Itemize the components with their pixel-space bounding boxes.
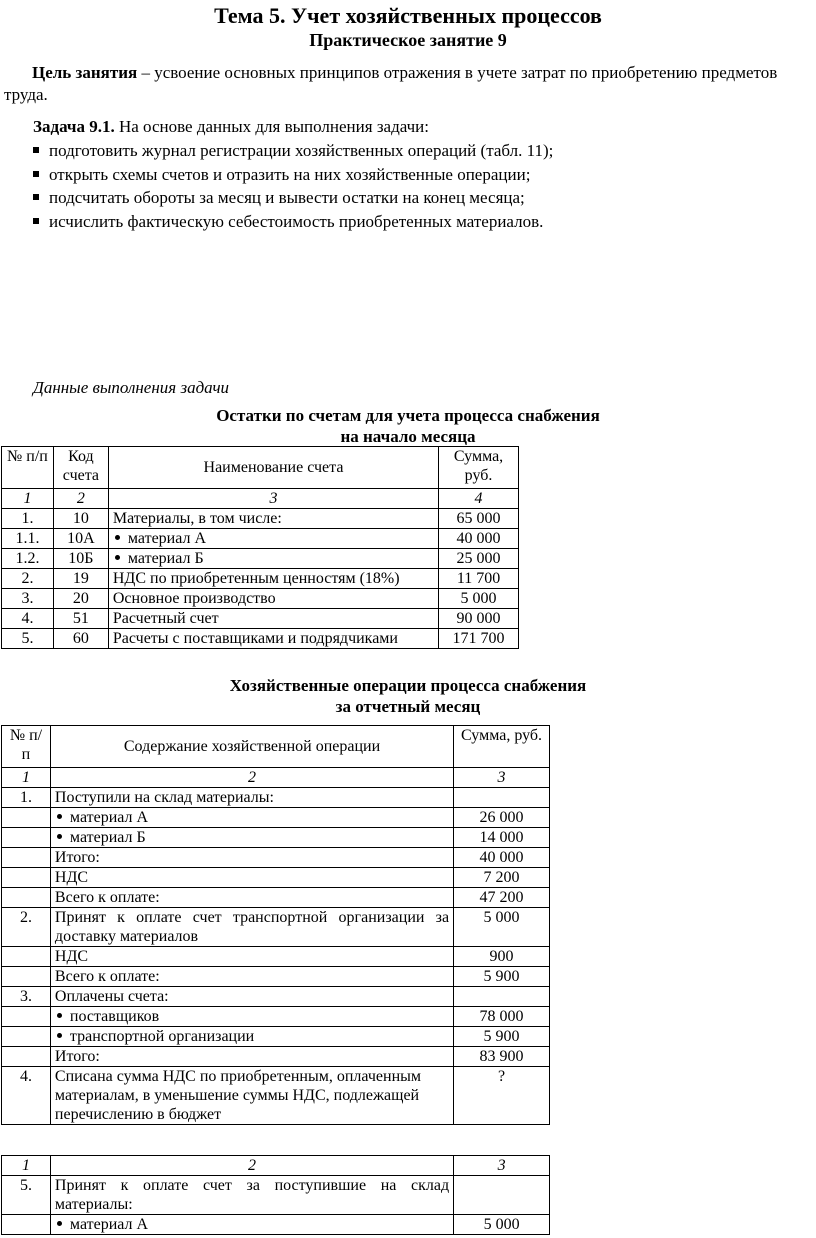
table-row bbox=[2, 589, 519, 609]
row-text: Итого: bbox=[50, 848, 453, 868]
row-sum: 65 000 bbox=[439, 509, 519, 529]
goal-label: Цель занятия bbox=[32, 63, 138, 82]
row-text-cell bbox=[50, 1215, 453, 1235]
goal-paragraph bbox=[4, 62, 804, 106]
table-row bbox=[2, 609, 519, 629]
row-text: транспортной организации bbox=[69, 1028, 255, 1045]
row-sum: 78 000 bbox=[454, 1007, 550, 1027]
bullet-dot-icon bbox=[57, 1033, 62, 1038]
row-name: материал А bbox=[127, 530, 207, 547]
table-row bbox=[2, 828, 550, 848]
row-sum: 5 900 bbox=[454, 1027, 550, 1047]
table-row bbox=[2, 987, 550, 1007]
bullet-dot-icon bbox=[57, 1221, 62, 1226]
row-num: 5. bbox=[2, 629, 54, 649]
index-cell: 1 bbox=[2, 489, 54, 509]
task-item-text: подсчитать обороты за месяц и вывести остатки на конец месяца; bbox=[49, 188, 525, 207]
row-code: 60 bbox=[53, 629, 108, 649]
table-row bbox=[2, 908, 550, 947]
row-num bbox=[2, 1007, 51, 1027]
table1-caption-line1: Остатки по счетам для учета процесса снабжения bbox=[216, 406, 600, 425]
row-sum: 25 000 bbox=[439, 549, 519, 569]
row-sum: 5 000 bbox=[454, 1215, 550, 1235]
row-sum: 11 700 bbox=[439, 569, 519, 589]
header-num: № п/п bbox=[2, 726, 51, 768]
row-code: 20 bbox=[53, 589, 108, 609]
index-cell: 1 bbox=[2, 1156, 51, 1176]
table-row bbox=[2, 1067, 550, 1125]
row-num: 1.2. bbox=[2, 549, 54, 569]
index-cell: 4 bbox=[439, 489, 519, 509]
table-row bbox=[2, 868, 550, 888]
row-text-cell bbox=[50, 808, 453, 828]
operations-table-continued bbox=[1, 1155, 550, 1235]
row-num bbox=[2, 947, 51, 967]
index-cell: 2 bbox=[50, 768, 453, 788]
bullet-dot-icon bbox=[115, 535, 120, 540]
row-text: материал А bbox=[69, 809, 149, 826]
row-sum: 5 000 bbox=[439, 589, 519, 609]
row-num bbox=[2, 1047, 51, 1067]
row-code: 10 bbox=[53, 509, 108, 529]
table-row bbox=[2, 808, 550, 828]
task-list bbox=[33, 139, 553, 233]
square-bullet-icon bbox=[33, 194, 39, 200]
table-row bbox=[2, 947, 550, 967]
row-name: Материалы, в том числе: bbox=[108, 509, 438, 529]
table-row bbox=[2, 888, 550, 908]
index-cell: 2 bbox=[53, 489, 108, 509]
table-row bbox=[2, 629, 519, 649]
row-name: Расчеты с поставщиками и подрядчиками bbox=[108, 629, 438, 649]
bullet-dot-icon bbox=[57, 1013, 62, 1018]
row-num bbox=[2, 1215, 51, 1235]
table-row bbox=[2, 848, 550, 868]
row-text: НДС bbox=[50, 947, 453, 967]
row-num bbox=[2, 868, 51, 888]
row-num: 3. bbox=[2, 589, 54, 609]
data-caption: Данные выполнения задачи bbox=[33, 378, 230, 397]
row-text: Оплачены счета: bbox=[50, 987, 453, 1007]
task-item-text: исчислить фактическую себестоимость приобретенных материалов. bbox=[49, 211, 544, 231]
task-item bbox=[33, 139, 553, 163]
row-text: поставщиков bbox=[69, 1008, 160, 1025]
row-num: 1. bbox=[2, 788, 51, 808]
row-num: 3. bbox=[2, 987, 51, 1007]
goal-text: – усвоение основных принципов отражения в учете затрат по приобретению предметов труда. bbox=[4, 63, 778, 104]
balances-table bbox=[1, 446, 519, 649]
square-bullet-icon bbox=[33, 147, 39, 153]
index-cell: 2 bbox=[50, 1156, 453, 1176]
header-content: Содержание хозяйственной операции bbox=[50, 726, 453, 768]
header-code: Код счета bbox=[53, 447, 108, 489]
row-num: 1. bbox=[2, 509, 54, 529]
table-row bbox=[2, 1027, 550, 1047]
table-index-row bbox=[2, 489, 519, 509]
table-row bbox=[2, 788, 550, 808]
row-sum: 5 000 bbox=[454, 908, 550, 947]
index-cell: 1 bbox=[2, 768, 51, 788]
row-sum bbox=[454, 987, 550, 1007]
row-sum: 5 900 bbox=[454, 967, 550, 987]
index-cell: 3 bbox=[454, 768, 550, 788]
task-heading bbox=[33, 117, 429, 137]
row-text: материал Б bbox=[69, 829, 146, 846]
task-item bbox=[33, 186, 553, 210]
bullet-dot-icon bbox=[57, 834, 62, 839]
row-text-cell bbox=[50, 1027, 453, 1047]
row-text: Принят к оплате счет транспортной организации за доставку материалов bbox=[50, 908, 453, 947]
row-sum: 900 bbox=[454, 947, 550, 967]
row-num: 4. bbox=[2, 1067, 51, 1125]
row-name: НДС по приобретенным ценностям (18%) bbox=[108, 569, 438, 589]
index-cell: 3 bbox=[454, 1156, 550, 1176]
table2-caption-line1: Хозяйственные операции процесса снабжения bbox=[229, 676, 587, 695]
table-row bbox=[2, 549, 519, 569]
row-code: 51 bbox=[53, 609, 108, 629]
row-sum: 40 000 bbox=[439, 529, 519, 549]
row-text: Поступили на склад материалы: bbox=[50, 788, 453, 808]
row-name-cell bbox=[108, 529, 438, 549]
row-name: Основное производство bbox=[108, 589, 438, 609]
row-num bbox=[2, 848, 51, 868]
table-row bbox=[2, 509, 519, 529]
row-text: Итого: bbox=[50, 1047, 453, 1067]
task-item-text: открыть схемы счетов и отразить на них хозяйственные операции; bbox=[49, 164, 531, 184]
row-num bbox=[2, 808, 51, 828]
table-index-row bbox=[2, 768, 550, 788]
header-name: Наименование счета bbox=[108, 447, 438, 489]
square-bullet-icon bbox=[33, 171, 39, 177]
row-text: Принят к оплате счет за поступившие на склад материалы: bbox=[50, 1176, 453, 1215]
table2-caption-line2: за отчетный месяц bbox=[335, 697, 481, 716]
table-header-row bbox=[2, 726, 550, 768]
header-num: № п/п bbox=[2, 447, 54, 489]
row-name: материал Б bbox=[127, 550, 204, 567]
row-num bbox=[2, 1027, 51, 1047]
row-sum: 40 000 bbox=[454, 848, 550, 868]
task-intro: На основе данных для выполнения задачи: bbox=[114, 117, 429, 136]
row-sum: ? bbox=[454, 1067, 550, 1125]
row-sum: 83 900 bbox=[454, 1047, 550, 1067]
row-code: 10А bbox=[53, 529, 108, 549]
row-sum bbox=[454, 1176, 550, 1215]
row-sum: 7 200 bbox=[454, 868, 550, 888]
page-subtitle: Практическое занятие 9 bbox=[309, 30, 507, 50]
operations-table bbox=[1, 725, 550, 1125]
row-num: 5. bbox=[2, 1176, 51, 1215]
row-num bbox=[2, 888, 51, 908]
row-text-cell bbox=[50, 1007, 453, 1027]
task-item bbox=[33, 210, 553, 234]
row-text: материал А bbox=[69, 1216, 149, 1233]
header-sum: Сумма, руб. bbox=[439, 447, 519, 489]
row-text: Всего к оплате: bbox=[50, 967, 453, 987]
table-index-row bbox=[2, 1156, 550, 1176]
table1-caption-line2: на начало месяца bbox=[340, 427, 476, 446]
row-sum: 47 200 bbox=[454, 888, 550, 908]
row-sum: 90 000 bbox=[439, 609, 519, 629]
square-bullet-icon bbox=[33, 218, 39, 224]
row-text: Списана сумма НДС по приобретенным, оплаченным материалам, в уменьшение суммы НДС, подлежащей перечислению в бюджет bbox=[50, 1067, 453, 1125]
row-num: 4. bbox=[2, 609, 54, 629]
row-sum: 14 000 bbox=[454, 828, 550, 848]
index-cell: 3 bbox=[108, 489, 438, 509]
row-sum: 26 000 bbox=[454, 808, 550, 828]
table-row bbox=[2, 967, 550, 987]
row-name: Расчетный счет bbox=[108, 609, 438, 629]
row-text: НДС bbox=[50, 868, 453, 888]
row-num: 2. bbox=[2, 908, 51, 947]
page-title: Тема 5. Учет хозяйственных процессов bbox=[214, 3, 602, 28]
table-row bbox=[2, 529, 519, 549]
row-code: 19 bbox=[53, 569, 108, 589]
table-header-row bbox=[2, 447, 519, 489]
table-row bbox=[2, 1007, 550, 1027]
row-code: 10Б bbox=[53, 549, 108, 569]
row-text: Всего к оплате: bbox=[50, 888, 453, 908]
table-row bbox=[2, 1215, 550, 1235]
task-label: Задача 9.1. bbox=[33, 117, 115, 136]
bullet-dot-icon bbox=[115, 555, 120, 560]
task-item bbox=[33, 163, 553, 187]
table-row bbox=[2, 569, 519, 589]
row-sum bbox=[454, 788, 550, 808]
row-name-cell bbox=[108, 549, 438, 569]
row-num: 2. bbox=[2, 569, 54, 589]
row-num bbox=[2, 967, 51, 987]
table-row bbox=[2, 1047, 550, 1067]
bullet-dot-icon bbox=[57, 814, 62, 819]
row-num: 1.1. bbox=[2, 529, 54, 549]
table-row bbox=[2, 1176, 550, 1215]
row-text-cell bbox=[50, 828, 453, 848]
row-num bbox=[2, 828, 51, 848]
task-item-text: подготовить журнал регистрации хозяйственных операций (табл. 11); bbox=[49, 141, 554, 160]
row-sum: 171 700 bbox=[439, 629, 519, 649]
header-sum: Сумма, руб. bbox=[454, 726, 550, 768]
